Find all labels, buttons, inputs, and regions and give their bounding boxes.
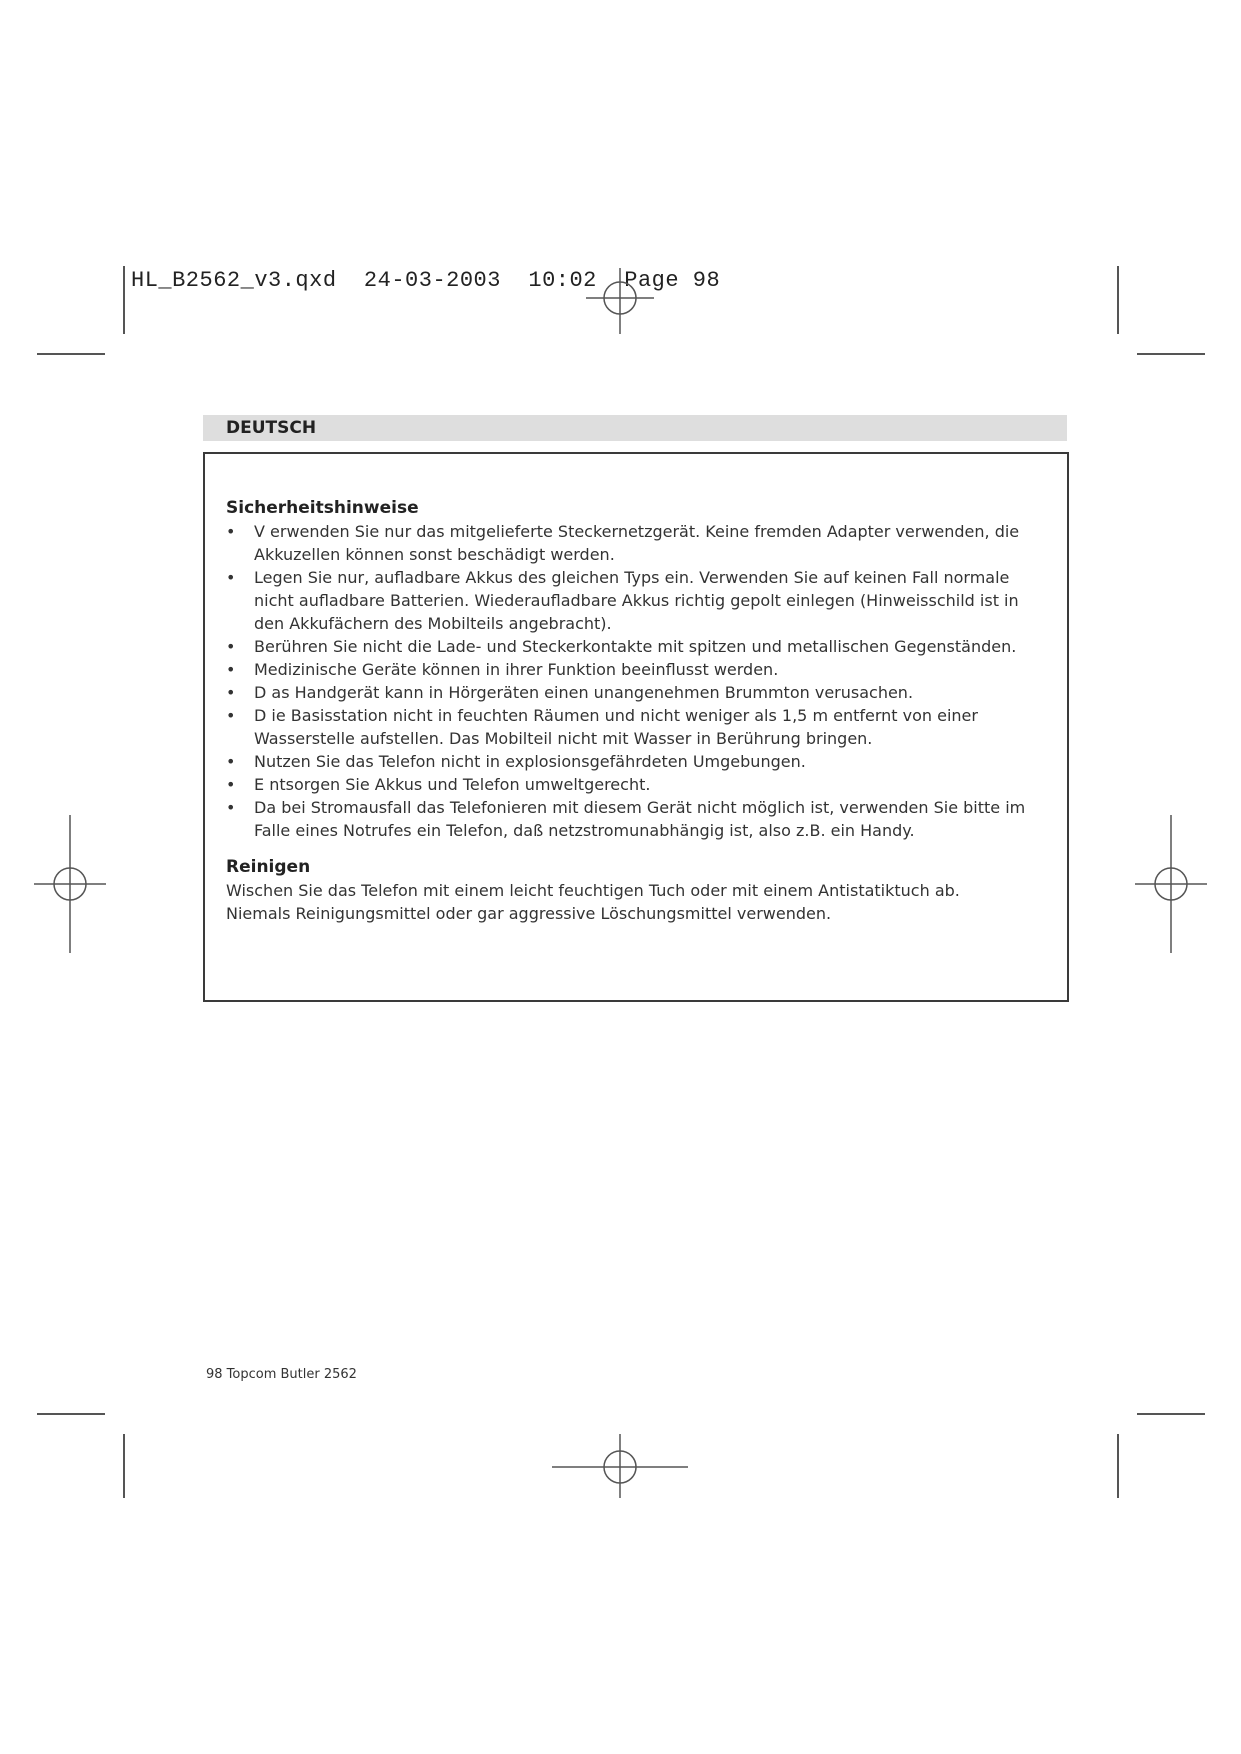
registration-mark-left: [34, 815, 106, 953]
list-item: • Legen Sie nur, aufladbare Akkus des gleichen Typs ein. Verwenden Sie auf keinen Fall normale nicht aufladbare Batterien. Wiederaufladbare Akkus richtig gepolt einlegen (Hinweisschild ist in den Akkufächern des Mobilteils angebracht).: [226, 568, 1019, 633]
print-slug: HL_B2562_v3.qxd 24-03-2003 10:02 Page 98: [131, 268, 721, 293]
list-item: • Berühren Sie nicht die Lade- und Steckerkontakte mit spitzen und metallischen Gegenständen.: [226, 637, 1017, 656]
safety-heading: Sicherheitshinweise: [226, 498, 419, 518]
crop-mark-top-left-horizontal: [37, 353, 105, 355]
list-item: • V erwenden Sie nur das mitgelieferte Steckernetzgerät. Keine fremden Adapter verwenden, die Akkuzellen können sonst beschädigt werden.: [226, 522, 1020, 564]
crop-mark-bottom-left-horizontal: [37, 1413, 105, 1415]
crop-mark-top-left-vertical: [123, 266, 125, 334]
crop-mark-bottom-right-horizontal: [1137, 1413, 1205, 1415]
registration-mark-bottom: [552, 1434, 688, 1498]
list-item: • E ntsorgen Sie Akkus und Telefon umweltgerecht.: [226, 775, 651, 794]
list-item: • D as Handgerät kann in Hörgeräten einen unangenehmen Brummton verusachen.: [226, 683, 914, 702]
list-item: • Nutzen Sie das Telefon nicht in explosionsgefährdeten Umgebungen.: [226, 752, 806, 771]
registration-mark-top: [580, 268, 660, 334]
section-header: [203, 415, 1067, 441]
safety-list: [226, 520, 1046, 842]
bullet-icon: •: [226, 706, 236, 725]
bullet-icon: •: [226, 683, 236, 702]
bullet-icon: •: [226, 752, 236, 771]
bullet-icon: •: [226, 637, 236, 656]
bullet-icon: •: [226, 798, 236, 817]
bullet-icon: •: [226, 775, 236, 794]
content-body: [226, 496, 1046, 925]
list-item: • Medizinische Geräte können in ihrer Funktion beeinflusst werden.: [226, 660, 779, 679]
crop-mark-top-right-horizontal: [1137, 353, 1205, 355]
bullet-icon: •: [226, 660, 236, 679]
bullet-icon: •: [226, 522, 236, 541]
crop-mark-top-right-vertical: [1117, 266, 1119, 334]
crop-mark-bottom-left-vertical: [123, 1434, 125, 1498]
crop-mark-bottom-right-vertical: [1117, 1434, 1119, 1498]
section-label: DEUTSCH: [226, 418, 317, 438]
cleaning-text-line-1: Wischen Sie das Telefon mit einem leicht feuchtigen Tuch oder mit einem Antistatiktuch ab.: [226, 881, 960, 900]
registration-mark-right: [1135, 815, 1207, 953]
cleaning-text-line-2: Niemals Reinigungsmittel oder gar aggressive Löschungsmittel verwenden.: [226, 904, 832, 923]
list-item: • D ie Basisstation nicht in feuchten Räumen und nicht weniger als 1,5 m entfernt von einer Wasserstelle aufstellen. Das Mobilteil nicht mit Wasser in Berührung bringen.: [226, 706, 978, 748]
page-footer: 98 Topcom Butler 2562: [206, 1367, 357, 1382]
list-item: • Da bei Stromausfall das Telefonieren mit diesem Gerät nicht möglich ist, verwenden Sie bitte im Falle eines Notrufes ein Telefon, daß netzstromunabhängig ist, also z.B. ein Handy.: [226, 798, 1026, 840]
cleaning-heading: Reinigen: [226, 857, 311, 877]
bullet-icon: •: [226, 568, 236, 587]
